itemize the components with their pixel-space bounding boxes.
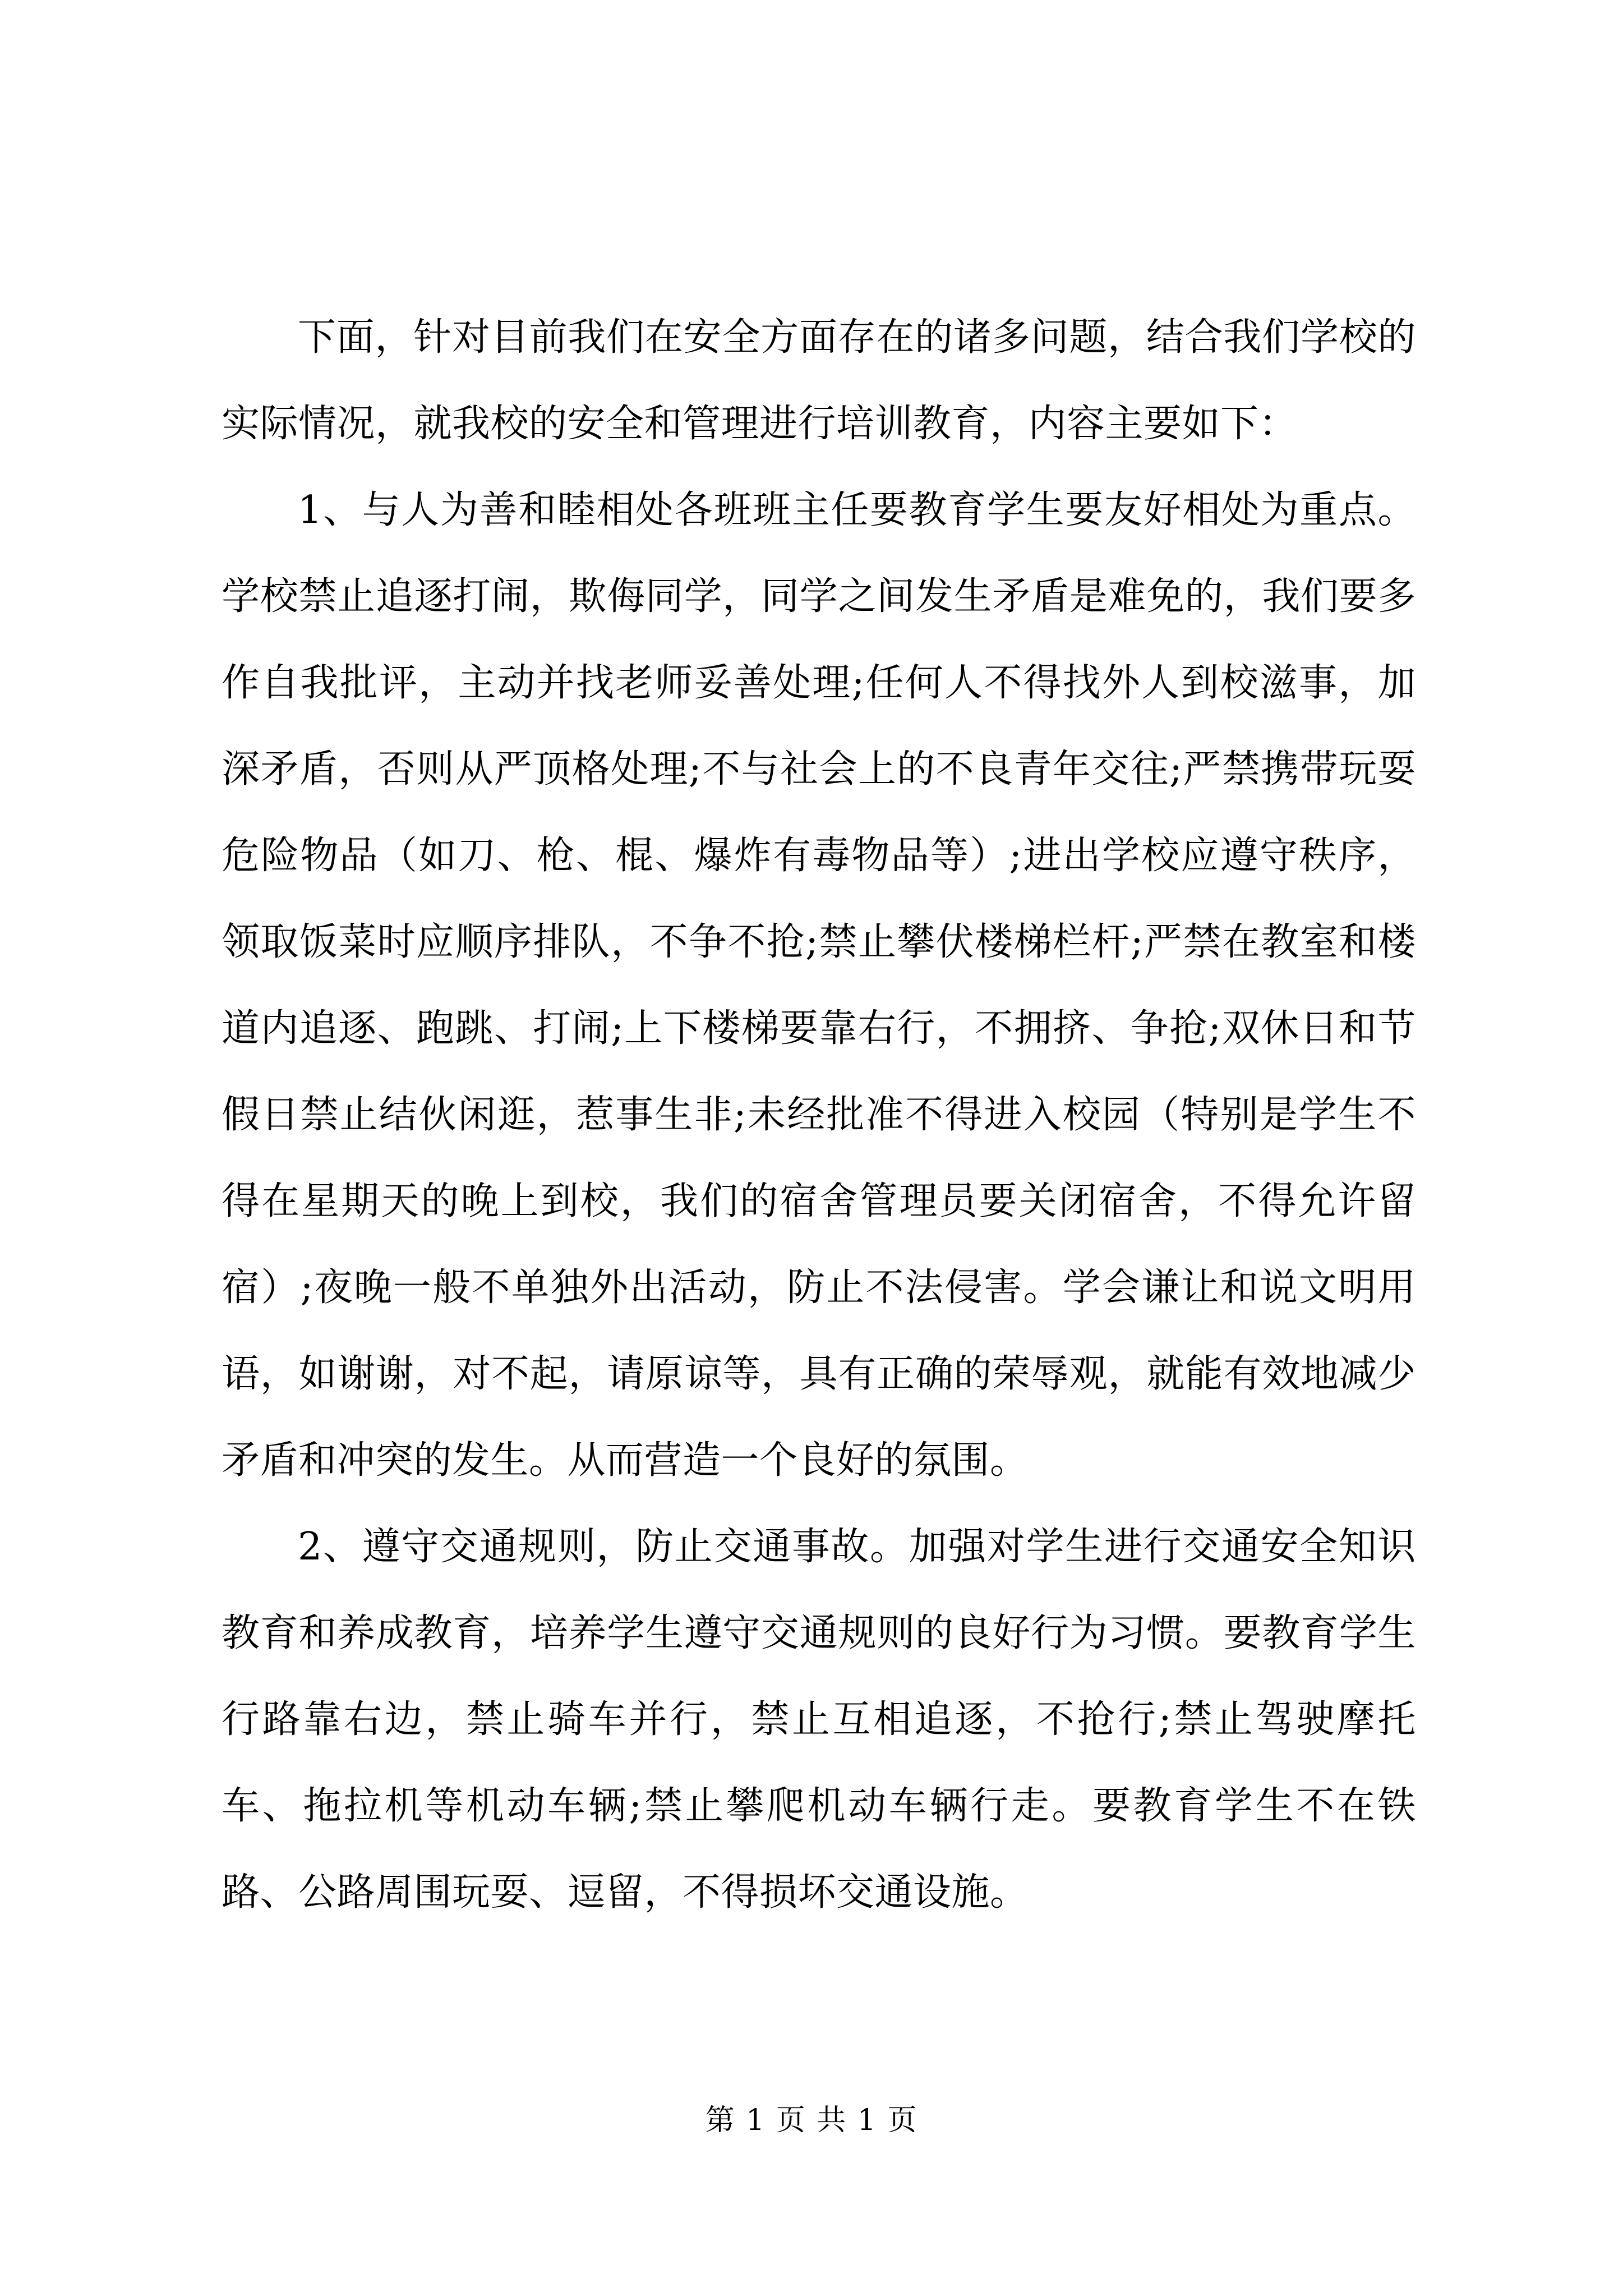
paragraph-item-1: 1、与人为善和睦相处各班班主任要教育学生要友好相处为重点。学校禁止追逐打闹，欺侮同学，同学之间发生矛盾是难免的，我们要多作自我批评，主动并找老师妥善处理;任何人不得找外人到校滋事，加深矛盾，否则从严顶格处理;不与社会上的不良青年交往;严禁携带玩耍危险物品（如刀、枪、棍、爆炸有毒物品等）;进出学校应遵守秩序，领取饭菜时应顺序排队，不争不抢;禁止攀伏楼梯栏杆;严禁在教室和楼道内追逐、跑跳、打闹;上下楼梯要靠右行，不拥挤、争抢;双休日和节假日禁止结伙闲逛，惹事生非;未经批准不得进入校园（特别是学生不得在星期天的晚上到校，我们的宿舍管理员要关闭宿舍，不得允许留宿）;夜晚一般不单独外出活动，防止不法侵害。学会谦让和说文明用语，如谢谢，对不起，请原谅等，具有正确的荣辱观，就能有效地减少矛盾和冲突的发生。从而营造一个良好的氛围。 bbox=[222, 488, 1416, 1483]
paragraph-intro: 下面，针对目前我们在安全方面存在的诸多问题，结合我们学校的实际情况，就我校的安全和管理进行培训教育，内容主要如下： bbox=[222, 315, 1416, 446]
paragraph-item-2: 2、遵守交通规则，防止交通事故。加强对学生进行交通安全知识教育和养成教育，培养学生遵守交通规则的良好行为习惯。要教育学生行路靠右边，禁止骑车并行，禁止互相追逐，不抢行;禁止驾驶摩托车、拖拉机等机动车辆;禁止攀爬机动车辆行走。要教育学生不在铁路、公路周围玩耍、逗留，不得损坏交通设施。 bbox=[222, 1525, 1416, 1915]
page-footer: 第 1 页 共 1 页 bbox=[705, 2104, 918, 2137]
document-body bbox=[222, 295, 1416, 1936]
